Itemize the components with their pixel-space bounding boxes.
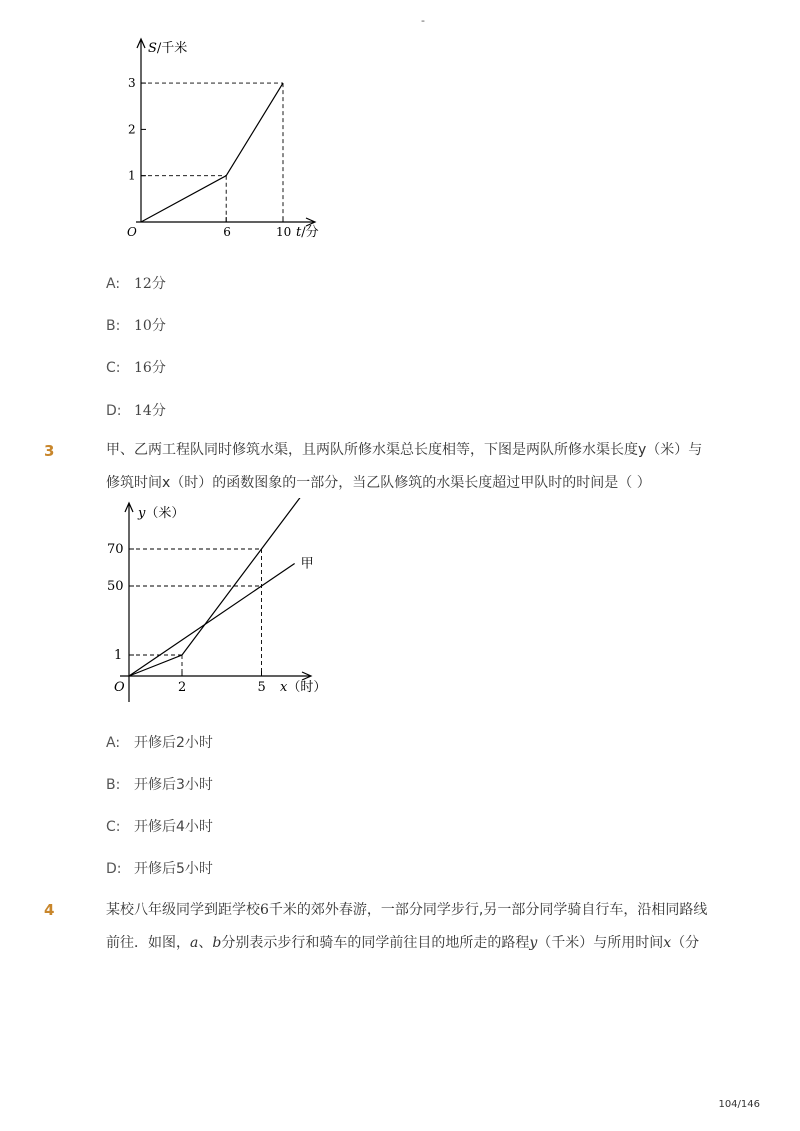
series-line-乙 — [129, 498, 305, 676]
series-line-S — [141, 83, 283, 222]
question-3-text — [106, 434, 726, 500]
x-tick-label-6: 6 — [223, 225, 231, 239]
question-3-line-2: 修筑时间x（时）的函数图象的一部分，当乙队修筑的水渠长度超过甲队时的时间是（ ） — [106, 475, 651, 491]
option-d[interactable]: D: 14分 — [106, 403, 166, 419]
q3-option-c[interactable]: C: 开修后4小时 — [106, 819, 213, 835]
question-4-text — [106, 894, 726, 960]
series-line-甲 — [129, 564, 295, 677]
y-tick-label-2: 2 — [128, 122, 136, 137]
q3-option-d[interactable]: D: 开修后5小时 — [106, 861, 213, 877]
x-axis-label: x（时） — [280, 680, 327, 695]
question-4-line-1: 某校八年级同学到距学校6千米的郊外春游，一部分同学步行,另一部分同学骑自行车，沿相同路线 — [106, 902, 708, 918]
origin-label: O — [114, 680, 125, 695]
x-tick-label-2: 2 — [178, 680, 187, 695]
question-number-3: 3 — [44, 442, 55, 460]
y-tick-label-1: 1 — [128, 168, 136, 183]
page-number: 104/146 — [718, 1099, 760, 1110]
question-3-line-1: 甲、乙两工程队同时修筑水渠，且两队所修水渠总长度相等，下图是两队所修水渠长度y（米）与 — [106, 442, 703, 458]
x-tick-label-5: 5 — [257, 680, 266, 695]
question-4-line-2: 前往．如图，a、b分别表示步行和骑车的同学前往目的地所走的路程y（千米）与所用时间x（分 — [106, 935, 700, 951]
x-tick-label-10: 10 — [276, 225, 292, 239]
canal-length-chart — [100, 498, 336, 708]
q3-option-a[interactable]: A: 开修后2小时 — [106, 735, 213, 751]
header-mark: - — [421, 14, 425, 27]
y-tick-label-70: 70 — [107, 542, 124, 557]
series-label-甲: 甲 — [300, 556, 314, 572]
y-tick-label-50: 50 — [107, 579, 124, 594]
x-axis-label: t/分 — [296, 225, 319, 240]
q3-option-b[interactable]: B: 开修后3小时 — [106, 777, 213, 793]
option-c[interactable]: C: 16分 — [106, 360, 166, 376]
y-axis-label: S/千米 — [148, 41, 188, 56]
origin-label: O — [127, 225, 137, 239]
distance-time-chart — [118, 36, 338, 248]
y-axis-label: y（米） — [138, 506, 185, 521]
question-number-4: 4 — [44, 901, 55, 919]
option-b[interactable]: B: 10分 — [106, 318, 166, 334]
y-tick-label-1: 1 — [114, 648, 123, 663]
option-a[interactable]: A: 12分 — [106, 276, 166, 292]
y-tick-label-3: 3 — [128, 76, 136, 91]
